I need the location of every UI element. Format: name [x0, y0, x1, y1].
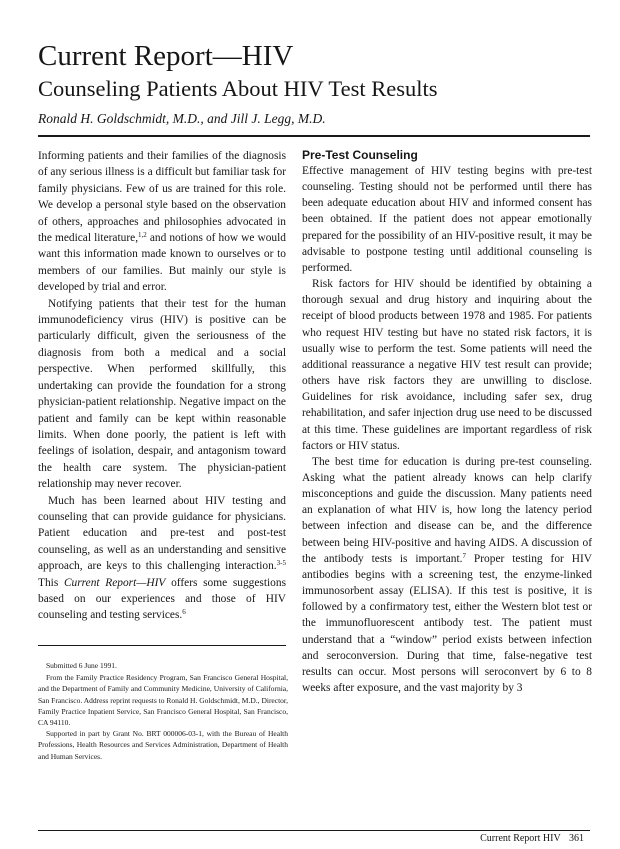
reference-marker: 7 [462, 551, 466, 560]
guidance-paragraph [38, 493, 286, 624]
risk-factors-paragraph: Risk factors for HIV should be identified by obtaining a thorough sexual and drug history and inquiring about the receipt of blood products between 1978 and 1985. For patients who request HIV testing but have no stated risk factors, it is usually wise to perform the test. Some patients will need the additional reassurance a negative HIV test result can provide; others have risk factors they are unwilling to disclose. Guidelines for risk avoidance, including safer sex, drug rehabilitation, and safer injection drug use need to be discussed at this time. These guidelines are important regardless of risk factors or HIV status. [302, 278, 592, 452]
notification-paragraph: Notifying patients that their test for the human immunodeficiency virus (HIV) is positive can be particularly difficult, given the seriousness of the diagnosis from both a medical and a social perspective. When performed skillfully, this undertaking can provide the foundation for a strong physician-patient relationship. Negative impact on the patient and family can be kept within reasonable limits. When done poorly, the patient is left with feelings of isolation, despair, and antagonism toward the health care system. The physician-patient relationship may never recover. [38, 297, 286, 491]
pre-test-paragraph: Effective management of HIV testing begins with pre-test counseling. Testing should not be performed until there has been adequate education about HIV and informed consent has been obtained. If the patient does not appear emotionally prepared for the possibility of an HIV-positive result, it may be advisable to postpone testing until additional counseling is performed. [302, 165, 592, 274]
header-rule [38, 135, 590, 137]
reference-marker: 3-5 [276, 559, 286, 568]
running-title: Current Report HIV [480, 833, 561, 844]
submission-date-note: Submitted 6 June 1991. [46, 661, 117, 670]
footnote-divider [38, 645, 286, 646]
left-column [38, 148, 286, 624]
education-paragraph [302, 454, 592, 696]
article-footnotes [38, 660, 288, 762]
guidance-text-this: This [38, 576, 64, 589]
intro-paragraph [38, 148, 286, 296]
article-series-title: Current Report—HIV [38, 40, 294, 72]
page-footer [480, 832, 584, 846]
funding-note: Supported in part by Grant No. BRT 000006-03-1, with the Bureau of Health Professions, Health Resources and Services Administration, Department of Health and Human Services. [38, 729, 288, 761]
page-number: 361 [569, 833, 584, 844]
guidance-text: Much has been learned about HIV testing and counseling that can provide guidance for physicians. Patient education and pre-test and post-test counseling, as well as an understanding and sensitive approach, are keys to this challenging interaction. [38, 494, 286, 573]
article-title: Counseling Patients About HIV Test Results [38, 76, 438, 101]
education-text-continued: Proper testing for HIV antibodies begins with a screening test, the enzyme-linked immunosorbent assay (ELISA). If this test is positive, it is followed by a confirmatory test, either the Western blot test or the immunofluorescent antibody test. The patient must understand that a “window” period exists between infection and seroconversion. During that time, false-negative test results can occur. Most persons will seroconvert by 6 to 8 weeks after exposure, and the vast majority by 3 [302, 552, 592, 694]
right-column [302, 147, 592, 696]
guidance-text-end: offers some suggestions based on our experiences and those of HIV counseling and testing services. [38, 576, 286, 622]
education-text: The best time for education is during pre-test counseling. Asking what the patient already knows can help clarify misconceptions and guide the discussion. Many patients need an explanation of what HIV is, how long the latency period between infection and disease can be, and the difference between being HIV-positive and having AIDS. A discussion of the antibody tests is important. [302, 455, 592, 565]
reference-marker: 1,2 [138, 231, 147, 240]
footer-rule [38, 830, 590, 831]
author-byline: Ronald H. Goldschmidt, M.D., and Jill J. Legg, M.D. [38, 111, 326, 126]
reference-marker: 6 [182, 608, 186, 617]
intro-text: Informing patients and their families of the diagnosis of any serious illness is a difficult but familiar task for family physicians. Few of us are trained for this role. We develop a personal style based on the observation of others, approaches and philosophies advocated in the medical literature, [38, 150, 286, 245]
intro-text-continued: and notions of how we would want this information made known to ourselves or to members of our families. But mainly our style is developed by trial and error. [38, 232, 286, 294]
series-name-italic: Current Report—HIV [63, 576, 166, 589]
affiliation-note: From the Family Practice Residency Program, San Francisco General Hospital, and the Department of Family and Community Medicine, University of California, San Francisco. Address reprint requests to Ronald H. Goldschmidt, M.D., Director, Family Practice Inpatient Service, San Francisco General Hospital, San Francisco, CA 94110. [38, 673, 288, 728]
section-heading-pre-test: Pre-Test Counseling [302, 148, 418, 162]
